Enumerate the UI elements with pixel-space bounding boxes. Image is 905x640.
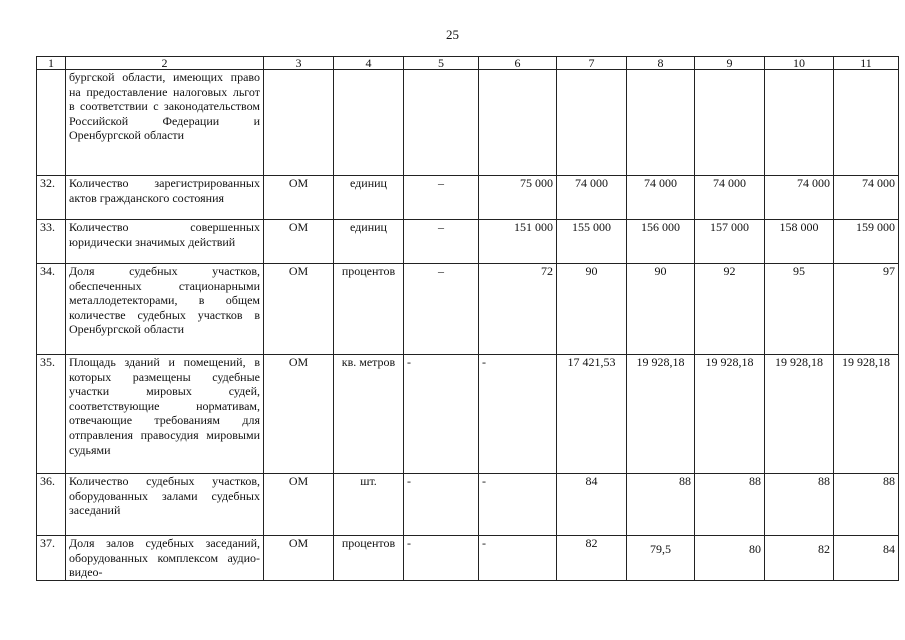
row-number: 33.	[37, 220, 66, 264]
cell: -	[479, 355, 557, 474]
cell	[765, 536, 834, 581]
table-row	[37, 176, 899, 220]
unit: единиц	[334, 176, 404, 220]
cell-value: 79,5	[650, 542, 671, 556]
cell: 82	[557, 536, 627, 581]
row-number	[37, 70, 66, 176]
indicator-name: Доля судебных участков, обеспеченных стационарными металлодетекторами, в общем количестве судебных участков в Оренбургской области	[66, 264, 264, 355]
column-header: 7	[557, 57, 627, 70]
cell: 159 000	[834, 220, 899, 264]
unit-owner: ОМ	[264, 355, 334, 474]
cell: -	[404, 536, 479, 581]
cell: 74 000	[695, 176, 765, 220]
unit: процентов	[334, 264, 404, 355]
unit: единиц	[334, 220, 404, 264]
cell: 158 000	[765, 220, 834, 264]
table-row	[37, 220, 899, 264]
unit-owner: ОМ	[264, 264, 334, 355]
cell: 19 928,18	[834, 355, 899, 474]
column-header: 10	[765, 57, 834, 70]
cell: -	[404, 355, 479, 474]
cell: 151 000	[479, 220, 557, 264]
cell: 74 000	[627, 176, 695, 220]
cell	[695, 536, 765, 581]
cell: 88	[834, 474, 899, 536]
cell	[264, 70, 334, 176]
table-row	[37, 355, 899, 474]
cell	[404, 70, 479, 176]
indicator-name: Площадь зданий и помещений, в которых размещены судебные участки мировых судей, соответствующие нормативам, отвечающие требованиям для отправления правосудия мировыми судьями	[66, 355, 264, 474]
cell	[834, 70, 899, 176]
page-number: 25	[446, 27, 459, 42]
table-row	[37, 264, 899, 355]
indicator-name: Количество совершенных юридически значимых действий	[66, 220, 264, 264]
cell: 19 928,18	[695, 355, 765, 474]
cell: 90	[557, 264, 627, 355]
cell: 75 000	[479, 176, 557, 220]
cell	[627, 536, 695, 581]
cell: 74 000	[834, 176, 899, 220]
unit-owner: ОМ	[264, 220, 334, 264]
column-header: 11	[834, 57, 899, 70]
cell: 97	[834, 264, 899, 355]
indicators-table	[36, 56, 899, 581]
cell: 88	[627, 474, 695, 536]
cell: -	[479, 474, 557, 536]
column-header: 8	[627, 57, 695, 70]
cell: 88	[695, 474, 765, 536]
cell	[765, 70, 834, 176]
row-number: 34.	[37, 264, 66, 355]
cell: –	[404, 176, 479, 220]
cell	[627, 70, 695, 176]
cell: –	[404, 220, 479, 264]
column-header: 9	[695, 57, 765, 70]
indicator-name: Количество зарегистрированных актов гражданского состояния	[66, 176, 264, 220]
column-header: 3	[264, 57, 334, 70]
cell: -	[479, 536, 557, 581]
row-number: 36.	[37, 474, 66, 536]
unit-owner: ОМ	[264, 176, 334, 220]
cell-value: 80	[749, 542, 761, 556]
table-row	[37, 474, 899, 536]
column-header: 4	[334, 57, 404, 70]
cell: -	[404, 474, 479, 536]
cell: 156 000	[627, 220, 695, 264]
cell: 157 000	[695, 220, 765, 264]
cell: 72	[479, 264, 557, 355]
unit: кв. метров	[334, 355, 404, 474]
cell-value: 84	[883, 542, 895, 556]
cell: 155 000	[557, 220, 627, 264]
cell	[334, 70, 404, 176]
cell: 92	[695, 264, 765, 355]
column-header: 5	[404, 57, 479, 70]
cell: 95	[765, 264, 834, 355]
indicator-name: Доля залов судебных заседаний, оборудованных комплексом аудио-видео-	[66, 536, 264, 581]
row-number: 32.	[37, 176, 66, 220]
row-number: 35.	[37, 355, 66, 474]
cell	[834, 536, 899, 581]
unit: процентов	[334, 536, 404, 581]
cell	[479, 70, 557, 176]
row-number: 37.	[37, 536, 66, 581]
cell	[557, 70, 627, 176]
cell: 84	[557, 474, 627, 536]
indicator-name: бургской области, имеющих право на предоставление налоговых льгот в соответствии с законодательством Российской Федерации и Оренбургской области	[66, 70, 264, 176]
cell: 74 000	[765, 176, 834, 220]
column-header: 2	[66, 57, 264, 70]
cell: 88	[765, 474, 834, 536]
table-row	[37, 536, 899, 581]
column-header: 6	[479, 57, 557, 70]
cell: 19 928,18	[765, 355, 834, 474]
unit: шт.	[334, 474, 404, 536]
cell: 19 928,18	[627, 355, 695, 474]
table-row	[37, 70, 899, 176]
cell: 90	[627, 264, 695, 355]
unit-owner: ОМ	[264, 536, 334, 581]
cell: 17 421,53	[557, 355, 627, 474]
cell-value: 82	[818, 542, 830, 556]
table-header-row	[37, 57, 899, 70]
column-header: 1	[37, 57, 66, 70]
cell	[695, 70, 765, 176]
indicator-name: Количество судебных участков, оборудованных залами судебных заседаний	[66, 474, 264, 536]
cell: 74 000	[557, 176, 627, 220]
unit-owner: ОМ	[264, 474, 334, 536]
cell: –	[404, 264, 479, 355]
